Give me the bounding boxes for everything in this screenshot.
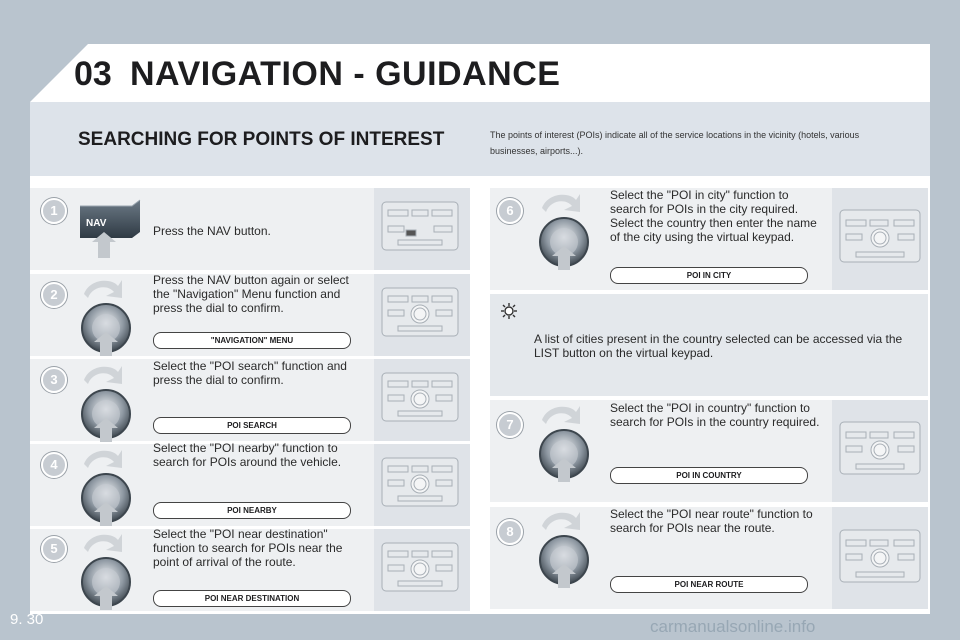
- watermark: carmanualsonline.info: [650, 617, 816, 636]
- step-text-3: Select the "POI search" function and press the dial to confirm.: [153, 359, 347, 387]
- console-8: [840, 530, 920, 582]
- menu-label-navigation: "NAVIGATION" MENU: [153, 332, 351, 349]
- step-badge-2: 2: [41, 282, 67, 308]
- console-6: [840, 210, 920, 262]
- step-badge-6: 6: [497, 198, 523, 224]
- step-badge-4: 4: [41, 452, 67, 478]
- menu-label-poi-search: POI SEARCH: [153, 417, 351, 434]
- menu-label-poi-in-city: POI IN CITY: [610, 267, 808, 284]
- step-badge-7: 7: [497, 412, 523, 438]
- page-number: 9. 30: [10, 611, 44, 628]
- step-text-6: Select the "POI in city" function to search for POIs in the city required. Select the country then enter the name of the city using the virtual keypad.: [610, 188, 817, 244]
- step-text-1: Press the NAV button.: [153, 224, 271, 238]
- sun-icon: [500, 302, 518, 320]
- info-text: A list of cities present in the country selected can be accessed via the LIST button on the virtual keypad.: [534, 332, 903, 360]
- console-3: [382, 373, 458, 421]
- step-text-5: Select the "POI near destination" function to search for POIs near the point of arrival of the route.: [153, 527, 343, 569]
- nav-button-icon: [76, 198, 142, 260]
- console-4: [382, 458, 458, 506]
- menu-label-poi-near-route: POI NEAR ROUTE: [610, 576, 808, 593]
- chapter-title: NAVIGATION - GUIDANCE: [130, 55, 561, 93]
- step-text-4: Select the "POI nearby" function to search for POIs around the vehicle.: [153, 441, 342, 469]
- step-text-2: Press the NAV button again or select the "Navigation" Menu function and press the dial to confirm.: [153, 273, 349, 315]
- console-5: [382, 543, 458, 591]
- menu-label-poi-near-destination: POI NEAR DESTINATION: [153, 590, 351, 607]
- chapter-number: 03: [74, 55, 112, 93]
- section-intro: The points of interest (POIs) indicate all of the service locations in the vicinity (hotels, various businesses, airports...).: [490, 130, 860, 156]
- nav-button-text: NAV: [86, 218, 107, 229]
- section-title: SEARCHING FOR POINTS OF INTEREST: [78, 129, 445, 150]
- step-badge-5: 5: [41, 536, 67, 562]
- menu-label-poi-in-country: POI IN COUNTRY: [610, 467, 808, 484]
- step-badge-3: 3: [41, 367, 67, 393]
- console-7: [840, 422, 920, 474]
- menu-label-poi-nearby: POI NEARBY: [153, 502, 351, 519]
- step-text-8: Select the "POI near route" function to search for POIs near the route.: [610, 507, 813, 535]
- step-text-7: Select the "POI in country" function to search for POIs in the country required.: [610, 401, 820, 429]
- step-badge-1: 1: [41, 198, 67, 224]
- console-2: [382, 288, 458, 336]
- step-badge-8: 8: [497, 519, 523, 545]
- console-1: [382, 202, 458, 250]
